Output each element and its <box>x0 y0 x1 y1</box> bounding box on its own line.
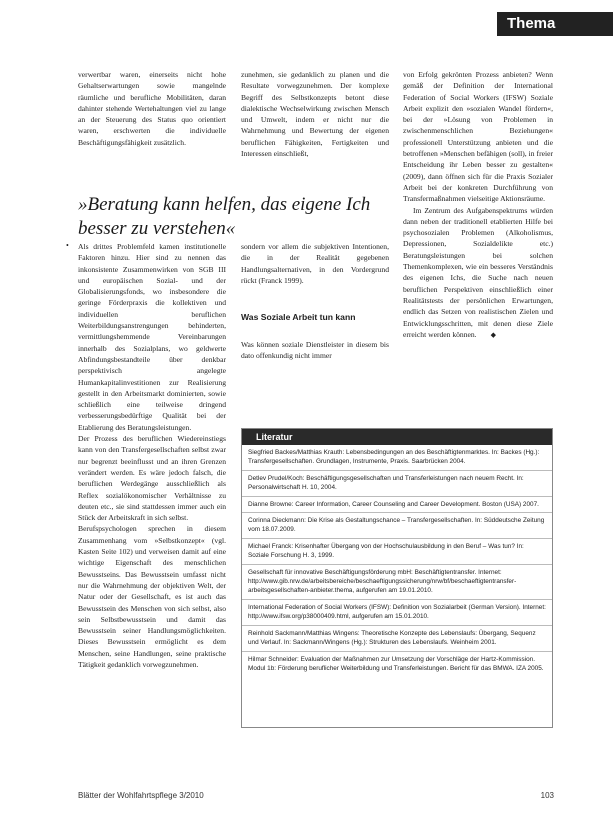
literature-entry: Hilmar Schneider: Evaluation der Maßnahmen zur Umsetzung der Vorschläge der Hartz-Kommission. Modul 1b: Förderung beruflicher Weiterbildung und Transferleistungen. Bericht für das BMWA. IZA 2005. <box>248 655 544 672</box>
literature-box <box>241 428 553 728</box>
paragraph <box>403 205 553 342</box>
paragraph: Was können soziale Dienstleister in diesem bis dato offenkundig nicht immer <box>241 340 389 361</box>
literature-entry: Siegfried Backes/Matthias Krauth: Lebensbedingungen an des Beschäftigtenmarktes. In: Backes (Hg.): Transfergesellschaften. Grundlagen, Instrumente, Praxis. Saarbrücken 2004. <box>242 445 552 471</box>
literature-entry: International Federation of Social Workers (IFSW): Definition von Sozialarbeit (German Version). Internet: http://www.ifsw.org/p38000409.html, aufgerufen am 15.01.2010. <box>242 600 552 626</box>
page-number: 103 <box>540 791 554 800</box>
paragraph: Berufspsychologen sprechen in diesem Zusammenhang vom »Selbstkonzept« (vgl. Kasten Seite 102) und verweisen damit auf eine wichtige Eigenschaft des menschlichen Bewusstseins. Das Bewusstsein umfasst nicht nur die Wahrnehmung der objektiven Welt, der Natur oder der Gesellschaft, es ist auch das Bewusstsein des Menschen von sich selbst, also sein Selbstbewusstsein und damit das Bewusstsein seiner Handlungsmöglichkeiten. Dieses Bewusstsein ermöglicht es dem Menschen, seine Handlungen, seine praktische Tätigkeit gedanklich vorwegzunehmen. <box>78 524 226 669</box>
literature-entry: Michael Franck: Krisenhafter Übergang von der Hochschulausbildung in den Beruf – Was tun? In: Soziale Forschung H. 3, 1999. <box>242 539 552 565</box>
column-3 <box>403 69 553 341</box>
subheading: Was Soziale Arbeit tun kann <box>241 312 356 322</box>
pull-quote: »Beratung kann helfen, das eigene Ich besser zu verstehen« <box>78 194 371 239</box>
literature-entry: Detlev Prudel/Koch: Beschäftigungsgesellschaften und Transferleistungen nach neuem Recht. In: Personalwirtschaft H. 10, 2004. <box>242 471 552 497</box>
literature-list <box>242 445 552 676</box>
paragraph-text: Im Zentrum des Aufgabenspektrums würden dann neben der traditionell etablierten Hilfe bei psychosozialen Problemen (Alkoholismus, Depressionen, Sozialdelikte etc.) Beratungsleistungen bei solchen Themenkomplexen, wie ein besseres Verständnis des eigenen Ichs, die Suche nach neuen beruflichen Perspektiven einschließlich einer Realitätstests der persönlichen Erwartungen, endlich das Setzen von realistischen Zielen und Entwicklungsschritten, mit denen diese Ziele erreicht werden können. <box>403 205 553 339</box>
literature-entry: Dianne Browne: Career Information, Career Counseling and Career Development. Boston (USA) 2007. <box>242 497 552 513</box>
paragraph: verwertbar waren, einerseits nicht hohe Gehaltserwartungen sowie mangelnde räumliche und berufliche Mobilitäten, daran dahinter stehende Wertehaltungen viel zu lange an der Steuerung des Status quo orientiert waren, erschwerten die individuelle Beschäftigungsfähigkeit zusätzlich. <box>78 70 226 147</box>
section-label: Thema <box>497 12 613 36</box>
column-1-body <box>78 241 226 670</box>
paragraph: Als drittes Problemfeld kamen institutionelle Faktoren hinzu. Hier sind zu nennen das inkonsistente Zusammenwirken von SGB III und europäischen Sozial- und der Globalisierungsfonds, wo insbesondere die geringe Förderpraxis die kollektiven und individuellen beruflichen Weiterbildungsanstrengungen behinderten, vermittlungshemmende Vereinbarungen innerhalb des Sozialplans, wo geldwerte Abfindungsbestandteile über denkbar perspektivisch angelegte Humankapitalinvestitionen zur Realisierung gestellt in den Arbeitsmarkt dominierten, sowie schließlich eine teilweise dringend verbesserungsbedürftige Qualität bei der Etablierung des Beratungsleistungen. <box>78 242 226 432</box>
paragraph: von Erfolg gekrönten Prozess anbieten? Wenn gemäß der Definition der International Federation of Social Workers (IFSW) Soziale Arbeit explizit den »sozialen Wandel fördern«, bei der »Lösung von Problemen in zwischenmenschlichen Beziehungen« professionell Unterstützung anbieten und die betroffenen »Menschen befähigen (soll), in freier Entscheidung ihr Leben besser zu gestalten« (2009), dann öffnen sich für die Praxis Sozialer Arbeit bei der konkreten Durchführung von Transfermaßnahmen vielseitige Aktionsräume. <box>403 70 553 204</box>
paragraph: sondern vor allem die subjektiven Intentionen, die in der Realität gegebenen Handlungsalternativen, in den Vordergrund rückt (Franck 1999). <box>241 242 389 285</box>
column-1-intro <box>78 69 226 148</box>
end-mark-icon: ◆ <box>490 330 496 339</box>
literature-entry: Corinna Dieckmann: Die Krise als Gestaltungschance – Transfergesellschaften. In: Süddeutsche Zeitung vom 18.07.2009. <box>242 513 552 539</box>
column-2-intro <box>241 69 389 159</box>
column-2-mid <box>241 241 389 286</box>
literature-entry: Gesellschaft für innovative Beschäftigungsförderung mbH: Beschäftigtentransfer. Internet: http://www.gib.nrw.de/arbeitsbereiche/beschaeftigungssicherung/nrw/bf/beschaeftigtentransfer-arbeitsgesellschaften-anbieter.thema, aufgerufen am 19.01.2010. <box>242 565 552 600</box>
paragraph: Der Prozess des beruflichen Wiedereinstiegs kann von den Transfergesellschaften selbst zwar nur begrenzt beeinflusst und an ihren Grenzen verändert werden. Es wäre jedoch falsch, die beruflichen Werdegänge ausschließlich als Reflex sozialökonomischer Verhältnisse zu deuten etc., sie sind stattdessen immer auch ein Stück der Arbeitskraft in sich selbst. <box>78 434 226 523</box>
footer-journal: Blätter der Wohlfahrtspflege 3/2010 <box>78 791 204 800</box>
literature-entry: Reinhold Sackmann/Matthias Wingens: Theoretische Konzepte des Lebenslaufs: Übergang, Sequenz und Verlauf. In: Sackmann/Wingens (Hg.): Strukturen des Lebenslaufs. Weinheim 2001. <box>242 626 552 652</box>
literature-heading: Literatur <box>242 429 552 445</box>
paragraph: zunehmen, sie gedanklich zu planen und die Resultate vorwegzunehmen. Der komplexe Begriff des Selbstkonzepts betont diese dialektische Wechselwirkung zwischen Mensch und Umwelt, indem er nicht nur die Wahrnehmung und Bewertung der eigenen beruflichen Fähigkeiten, Fertigkeiten und Interessen einschließt, <box>241 70 389 159</box>
column-2-bottom <box>241 339 389 362</box>
bullet-icon: • <box>66 241 69 250</box>
